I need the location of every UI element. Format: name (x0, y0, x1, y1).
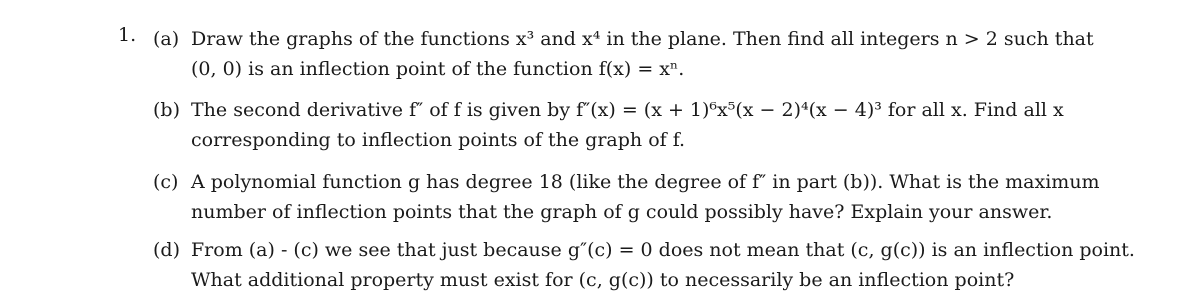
part-b-line-2: corresponding to inflection points of the graph of f. (191, 129, 686, 151)
part-d-line-1 (153, 235, 1153, 265)
part-b-text-1: The second derivative f″ of f is given by f″(x) = (x + 1)⁶x⁵(x − 2)⁴(x − 4)³ for all x. Find all x (191, 99, 1064, 121)
part-a-line-1 (153, 24, 1153, 54)
part-c-label: (c) (153, 171, 179, 193)
part-b-label: (b) (153, 99, 180, 121)
problem-number: 1. (118, 24, 137, 46)
part-a-line-2: (0, 0) is an inflection point of the function f(x) = xⁿ. (191, 58, 685, 80)
part-c (153, 167, 1153, 227)
part-a-label: (a) (153, 28, 180, 50)
part-d (153, 235, 1153, 295)
part-c-text-1: A polynomial function g has degree 18 (like the degree of f″ in part (b)). What is the maximum (191, 171, 1100, 193)
part-b (153, 95, 1153, 155)
part-a-text-1: Draw the graphs of the functions x³ and x⁴ in the plane. Then find all integers n > 2 such that (191, 28, 1094, 50)
part-a (153, 24, 1153, 84)
part-c-line-1 (153, 167, 1153, 197)
part-d-label: (d) (153, 239, 180, 261)
part-d-text-1: From (a) - (c) we see that just because g″(c) = 0 does not mean that (c, g(c)) is an inflection point. (191, 239, 1135, 261)
part-b-line-1 (153, 95, 1153, 125)
part-c-line-2: number of inflection points that the graph of g could possibly have? Explain your answer. (191, 201, 1053, 223)
part-d-line-2: What additional property must exist for (c, g(c)) to necessarily be an inflection point? (191, 269, 1015, 291)
